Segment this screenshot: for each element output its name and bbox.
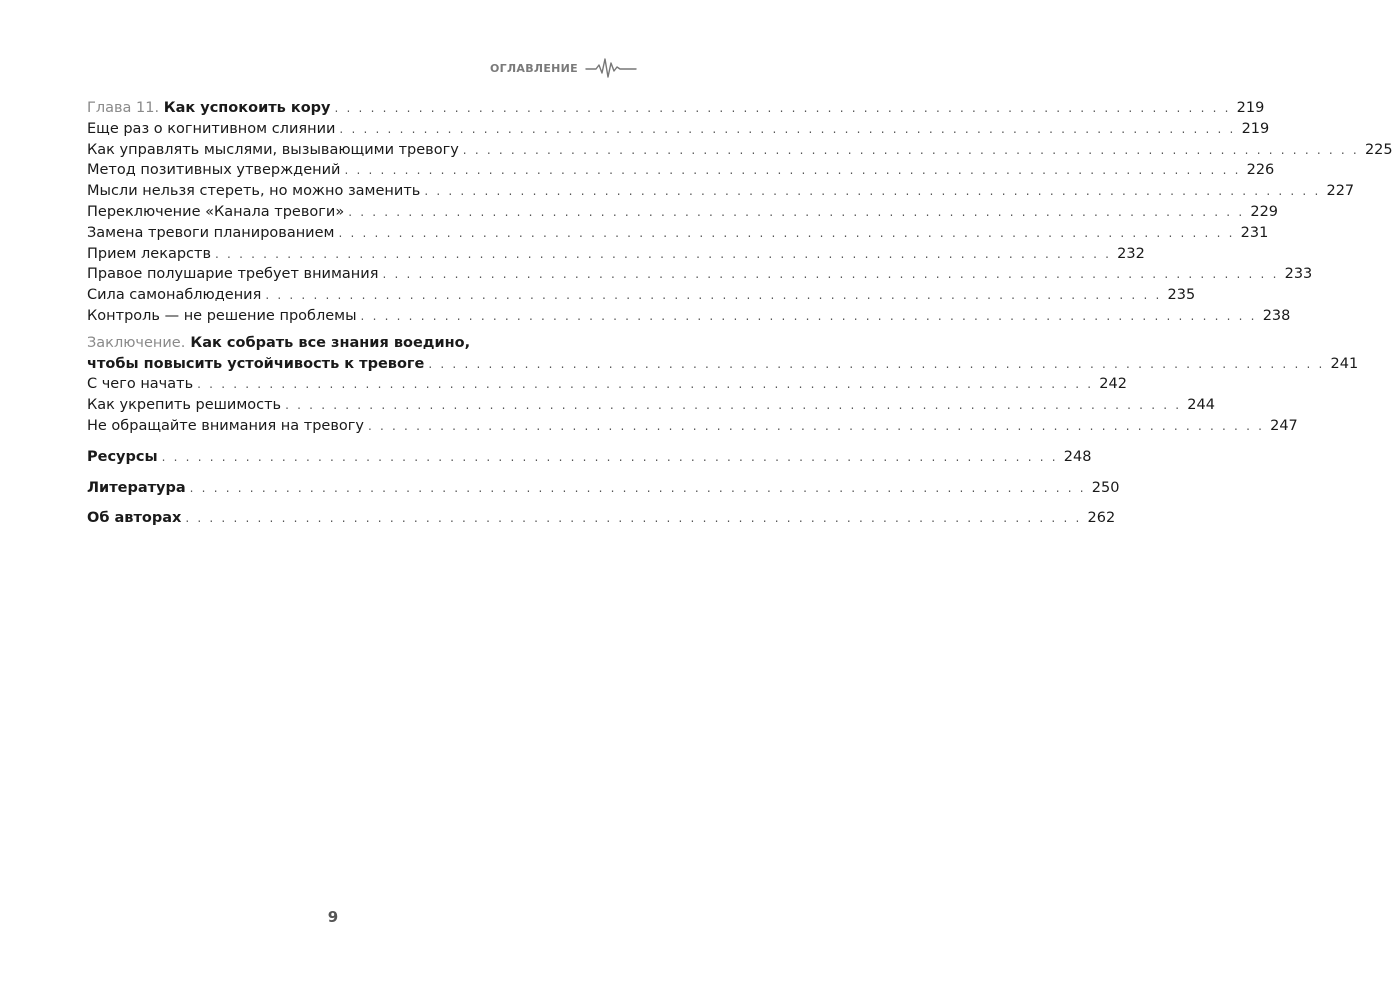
page-folio: 9 — [327, 908, 339, 926]
leader-dots: . . . . . . . . . . . . . . . . . . . . . . . . . . . . . . . . . . . . . . . . . . . . . . . . . . . . . . . . . . . . . . . . . . . . . . . . . . . — [348, 204, 1245, 219]
leader-dots: . . . . . . . . . . . . . . . . . . . . . . . . . . . . . . . . . . . . . . . . . . . . . . . . . . . . . . . . . . . . . . . . . . . . . . . . . . . — [215, 246, 1112, 261]
item-title: Сила самонаблюдения — [87, 287, 262, 304]
item-title: Не обращайте внимания на тревогу — [87, 417, 364, 434]
chapter-prefix: Глава 11. — [87, 100, 160, 116]
page-number: 231 — [1240, 224, 1269, 241]
running-title: ОГЛАВЛЕНИЕ — [490, 61, 578, 75]
leader-dots: . . . . . . . . . . . . . . . . . . . . . . . . . . . . . . . . . . . . . . . . . . . . . . . . . . . . . . . . . . . . . . . . . . . . . . . . . . . — [424, 184, 1321, 199]
about-title: Об авторах — [87, 510, 182, 527]
item-title: Контроль — не решение проблемы — [87, 307, 357, 324]
resources-title: Ресурсы — [87, 448, 158, 465]
page-number: 219 — [1241, 120, 1270, 137]
item-title: Переключение «Канала тревоги» — [87, 203, 345, 220]
item-title: Еще раз о когнитивном слиянии — [87, 120, 336, 137]
page-number: 250 — [1091, 479, 1120, 496]
conclusion-title-line2: чтобы повысить устойчивость к тревоге — [87, 355, 425, 372]
running-head — [490, 56, 636, 80]
conclusion-prefix: Заключение. — [87, 334, 186, 351]
item-title: Как укрепить решимость — [87, 397, 282, 414]
item-title: Замена тревоги планированием — [87, 224, 335, 241]
leader-dots: . . . . . . . . . . . . . . . . . . . . . . . . . . . . . . . . . . . . . . . . . . . . . . . . . . . . . . . . . . . . . . . . . . . . . . . . . . . — [428, 356, 1325, 371]
page-number: 232 — [1117, 245, 1145, 262]
leader-dots: . . . . . . . . . . . . . . . . . . . . . . . . . . . . . . . . . . . . . . . . . . . . . . . . . . . . . . . . . . . . . . . . . . . . . . . . . . . — [339, 121, 1236, 136]
page-number: 229 — [1250, 203, 1279, 220]
heartbeat-icon — [586, 56, 636, 80]
item-title: Прием лекарств — [87, 245, 212, 262]
page-number: 227 — [1326, 183, 1355, 200]
item-title: Как управлять мыслями, вызывающими тревогу — [87, 141, 459, 158]
toc-literature[interactable] — [87, 478, 1120, 499]
leader-dots: . . . . . . . . . . . . . . . . . . . . . . . . . . . . . . . . . . . . . . . . . . . . . . . . . . . . . . . . . . . . . . . . . . . . . . . . . . . — [334, 101, 1231, 115]
leader-dots: . . . . . . . . . . . . . . . . . . . . . . . . . . . . . . . . . . . . . . . . . . . . . . . . . . . . . . . . . . . . . . . . . . . . . . . . . . . — [285, 398, 1182, 413]
item-title: Правое полушарие требует внимания — [87, 266, 379, 283]
page-number: 225 — [1364, 141, 1393, 158]
item-title: Мысли нельзя стереть, но можно заменить — [87, 183, 421, 200]
toc-item[interactable] — [87, 223, 1269, 244]
leader-dots: . . . . . . . . . . . . . . . . . . . . . . . . . . . . . . . . . . . . . . . . . . . . . . . . . . . . . . . . . . . . . . . . . . . . . . . . . . . — [189, 480, 1086, 495]
page-number: 248 — [1063, 448, 1092, 465]
page-number: 235 — [1167, 287, 1196, 304]
toc-item[interactable] — [87, 119, 1270, 140]
toc-conclusion[interactable] — [87, 354, 1359, 375]
toc-item[interactable] — [87, 202, 1279, 223]
toc-item[interactable] — [87, 306, 1291, 327]
page-number: 226 — [1246, 162, 1275, 179]
leader-dots: . . . . . . . . . . . . . . . . . . . . . . . . . . . . . . . . . . . . . . . . . . . . . . . . . . . . . . . . . . . . . . . . . . . . . . . . . . . — [265, 288, 1162, 303]
toc-item[interactable] — [87, 395, 1215, 416]
page-number: 238 — [1262, 307, 1291, 324]
toc-item[interactable] — [87, 264, 1313, 285]
toc-item[interactable] — [87, 160, 1275, 181]
leader-dots: . . . . . . . . . . . . . . . . . . . . . . . . . . . . . . . . . . . . . . . . . . . . . . . . . . . . . . . . . . . . . . . . . . . . . . . . . . . — [462, 142, 1359, 157]
leader-dots: . . . . . . . . . . . . . . . . . . . . . . . . . . . . . . . . . . . . . . . . . . . . . . . . . . . . . . . . . . . . . . . . . . . . . . . . . . . — [197, 377, 1094, 392]
page-number: 242 — [1099, 376, 1127, 393]
leader-dots: . . . . . . . . . . . . . . . . . . . . . . . . . . . . . . . . . . . . . . . . . . . . . . . . . . . . . . . . . . . . . . . . . . . . . . . . . . . — [344, 163, 1241, 178]
chapter-title: Как успокоить кору — [163, 100, 331, 116]
leader-dots: . . . . . . . . . . . . . . . . . . . . . . . . . . . . . . . . . . . . . . . . . . . . . . . . . . . . . . . . . . . . . . . . . . . . . . . . . . . — [161, 449, 1058, 464]
page-number: 262 — [1087, 510, 1116, 527]
page-number: 241 — [1330, 355, 1359, 372]
toc-item[interactable] — [87, 140, 1393, 161]
toc-resources[interactable] — [87, 447, 1092, 468]
page-number: 244 — [1187, 397, 1215, 414]
leader-dots: . . . . . . . . . . . . . . . . . . . . . . . . . . . . . . . . . . . . . . . . . . . . . . . . . . . . . . . . . . . . . . . . . . . . . . . . . . . — [382, 267, 1279, 282]
page-number: 247 — [1270, 417, 1298, 434]
toc-item[interactable] — [87, 244, 1145, 265]
page-number: 233 — [1284, 266, 1313, 283]
leader-dots: . . . . . . . . . . . . . . . . . . . . . . . . . . . . . . . . . . . . . . . . . . . . . . . . . . . . . . . . . . . . . . . . . . . . . . . . . . . — [360, 308, 1257, 323]
toc-item[interactable] — [87, 374, 1127, 395]
leader-dots: . . . . . . . . . . . . . . . . . . . . . . . . . . . . . . . . . . . . . . . . . . . . . . . . . . . . . . . . . . . . . . . . . . . . . . . . . . . — [338, 225, 1235, 240]
toc-about-authors[interactable] — [87, 508, 1116, 529]
item-title: С чего начать — [87, 376, 194, 393]
page-number: 219 — [1236, 100, 1265, 116]
conclusion-title-line1: Как собрать все знания воедино, — [190, 334, 471, 351]
toc-conclusion-line1[interactable] — [87, 333, 571, 354]
table-of-contents — [87, 98, 1393, 529]
item-title: Метод позитивных утверждений — [87, 162, 341, 179]
toc-item[interactable] — [87, 285, 1196, 306]
toc-item[interactable] — [87, 416, 1298, 437]
toc-item[interactable] — [87, 181, 1355, 202]
leader-dots: . . . . . . . . . . . . . . . . . . . . . . . . . . . . . . . . . . . . . . . . . . . . . . . . . . . . . . . . . . . . . . . . . . . . . . . . . . . — [367, 418, 1265, 433]
literature-title: Литература — [87, 479, 186, 496]
toc-chapter-11[interactable] — [87, 98, 1265, 119]
leader-dots: . . . . . . . . . . . . . . . . . . . . . . . . . . . . . . . . . . . . . . . . . . . . . . . . . . . . . . . . . . . . . . . . . . . . . . . . . . . — [185, 511, 1082, 526]
